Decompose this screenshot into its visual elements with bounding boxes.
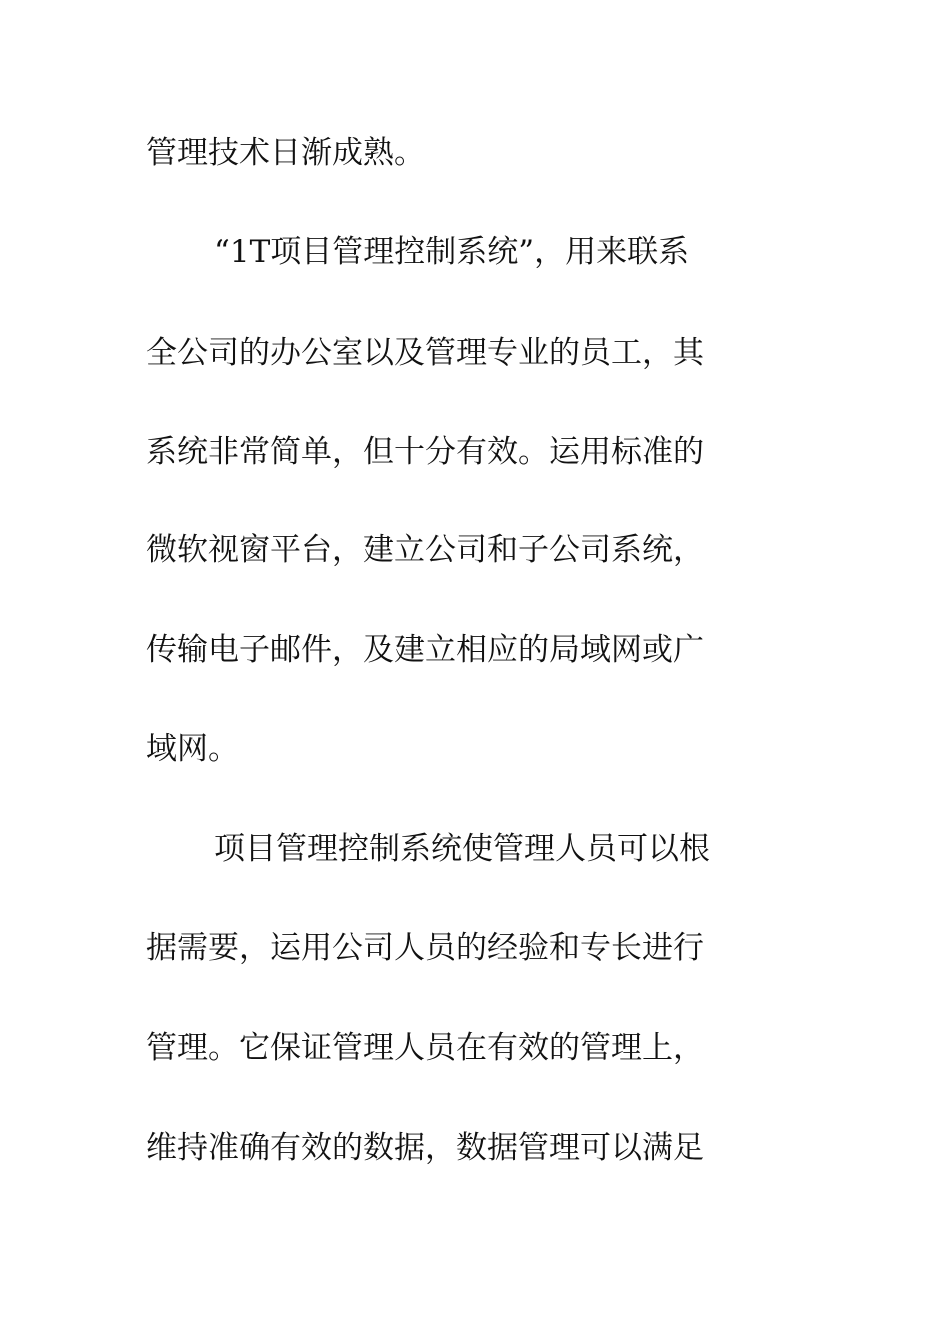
text-line: 据需要，运用公司人员的经验和专长进行 [146, 930, 704, 966]
text-line: 传输电子邮件，及建立相应的局域网或广 [146, 632, 704, 668]
text-line: 系统非常简单，但十分有效。运用标准的 [146, 434, 704, 470]
text-line: 管理技术日渐成熟。 [146, 135, 425, 171]
paragraph-start-line: 项目管理控制系统使管理人员可以根 [214, 831, 710, 867]
text-line: 管理。它保证管理人员在有效的管理上， [146, 1030, 704, 1066]
text-line: 微软视窗平台，建立公司和子公司系统， [146, 532, 704, 568]
text-line: 全公司的办公室以及管理专业的员工，其 [146, 335, 704, 371]
text-line: 维持准确有效的数据，数据管理可以满足 [146, 1130, 704, 1166]
paragraph-start-line: “1T项目管理控制系统”，用来联系 [214, 234, 690, 270]
text-line: 域网。 [146, 731, 239, 767]
